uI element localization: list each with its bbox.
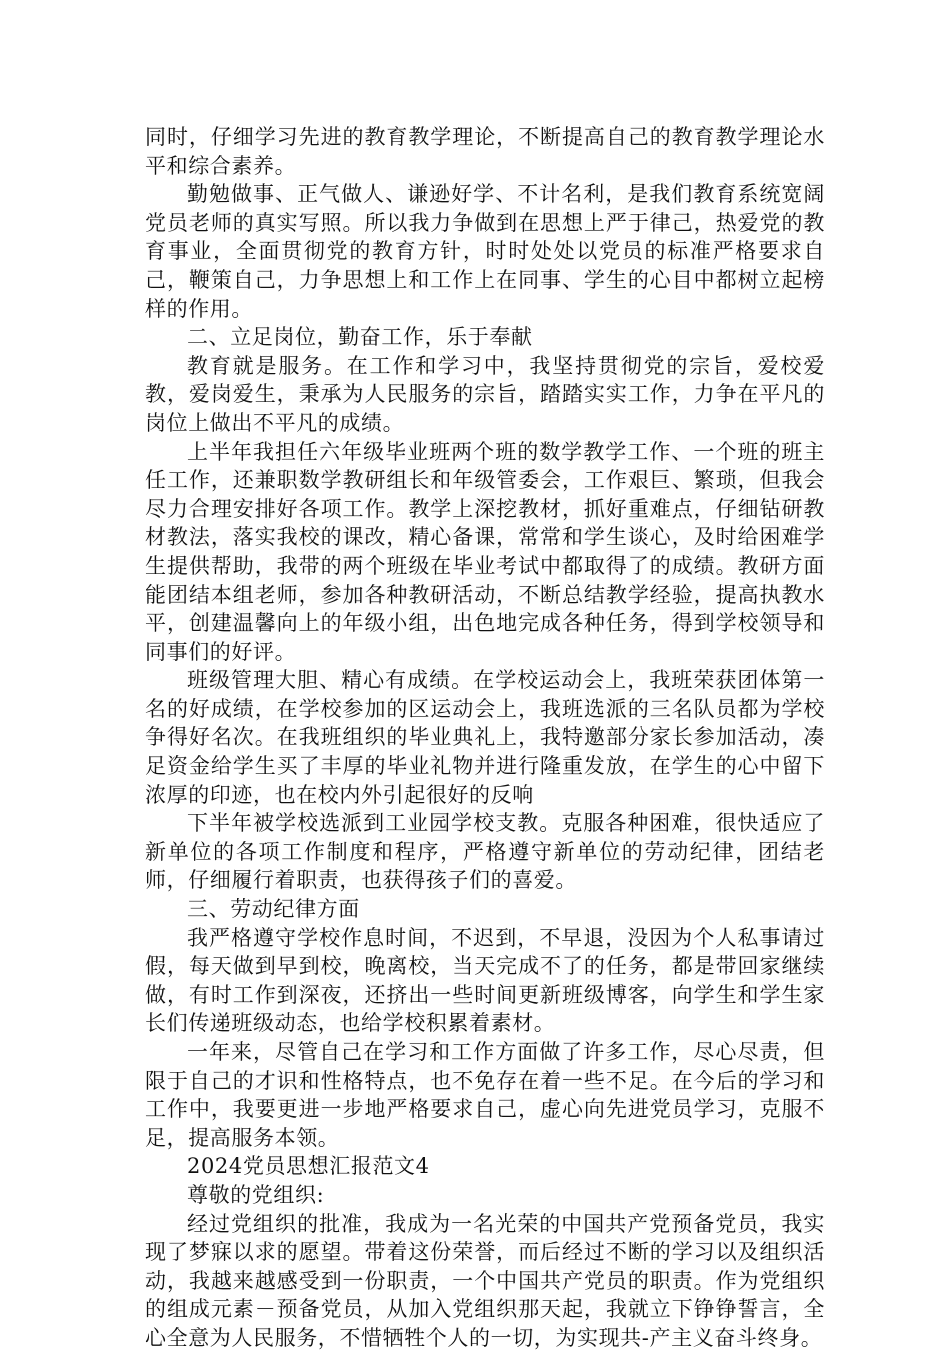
paragraph: 教育就是服务。在工作和学习中，我坚持贯彻党的宗旨，爱校爱教，爱岗爱生，秉承为人民服务的宗旨，踏踏实实工作，力争在平凡的岗位上做出不平凡的成绩。 xyxy=(145,353,825,435)
paragraph: 勤勉做事、正气做人、谦逊好学、不计名利，是我们教育系统宽阔党员老师的真实写照。所以我力争做到在思想上严于律己，热爱党的教育事业，全面贯彻党的教育方针，时时处处以党员的标准严格要求自己，鞭策自己，力争思想上和工作上在同事、学生的心目中都树立起榜样的作用。 xyxy=(145,182,825,321)
section-heading: 三、劳动纪律方面 xyxy=(187,897,360,922)
paragraph: 同时，仔细学习先进的教育教学理论，不断提高自己的教育教学理论水平和综合素养。 xyxy=(145,125,825,178)
salutation: 尊敬的党组织: xyxy=(187,1182,325,1207)
section-heading: 二、立足岗位，勤奋工作，乐于奉献 xyxy=(187,325,533,350)
paragraph: 下半年被学校选派到工业园学校支教。克服各种困难，很快适应了新单位的各项工作制度和程序，严格遵守新单位的劳动纪律，团结老师，仔细履行着职责，也获得孩子们的喜爱。 xyxy=(145,811,825,893)
paragraph: 班级管理大胆、精心有成绩。在学校运动会上，我班荣获团体第一名的好成绩，在学校参加的区运动会上，我班选派的三名队员都为学校争得好名次。在我班组织的毕业典礼上，我特邀部分家长参加活动，凑足资金给学生买了丰厚的毕业礼物并进行隆重发放，在学生的心中留下浓厚的印迹，也在校内外引起很好的反响 xyxy=(145,668,825,807)
document-body xyxy=(145,123,825,1353)
paragraph: 经过党组织的批准，我成为一名光荣的中国共产党预备党员，我实现了梦寐以求的愿望。带着这份荣誉，而后经过不断的学习以及组织活动，我越来越感受到一份职责，一个中国共产党员的职责。作为党组织的组成元素－预备党员，从加入党组织那天起，我就立下铮铮誓言，全心全意为人民服务，不惜牺牲个人的一切，为实现共-产主义奋斗终身。 xyxy=(145,1211,825,1350)
article-title: 2024党员思想汇报范文4 xyxy=(187,1154,430,1179)
paragraph: 我严格遵守学校作息时间，不迟到，不早退，没因为个人私事请过假，每天做到早到校，晚离校，当天完成不了的任务，都是带回家继续做，有时工作到深夜，还挤出一些时间更新班级博客，向学生和学生家长们传递班级动态，也给学校积累着素材。 xyxy=(145,925,825,1036)
paragraph: 上半年我担任六年级毕业班两个班的数学教学工作、一个班的班主任工作，还兼职数学教研组长和年级管委会，工作艰巨、繁琐，但我会尽力合理安排好各项工作。教学上深挖教材，抓好重难点，仔细钻研教材教法，落实我校的课改，精心备课，常常和学生谈心，及时给困难学生提供帮助，我带的两个班级在毕业考试中都取得了的成绩。教研方面能团结本组老师，参加各种教研活动，不断总结教学经验，提高执教水平，创建温馨向上的年级小组，出色地完成各种任务，得到学校领导和同事们的好评。 xyxy=(145,439,825,664)
paragraph: 一年来，尽管自己在学习和工作方面做了许多工作，尽心尽责，但限于自己的才识和性格特点，也不免存在着一些不足。在今后的学习和工作中，我要更进一步地严格要求自己，虚心向先进党员学习，克服不足，提高服务本领。 xyxy=(145,1040,825,1150)
